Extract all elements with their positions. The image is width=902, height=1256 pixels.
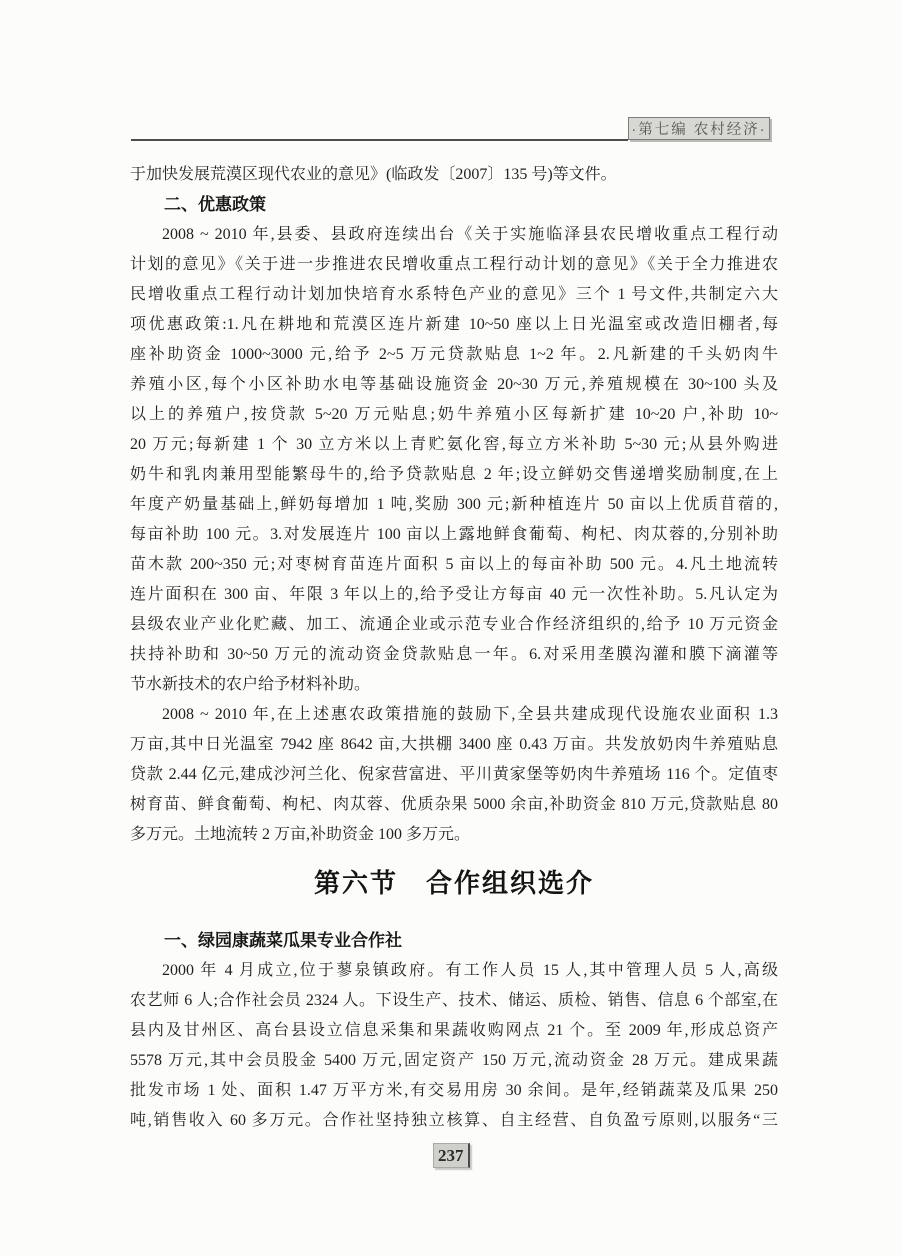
body-line: 养殖小区,每个小区补助水电等基础设施资金 20~30 万元,养殖规模在 30~100 头及	[130, 376, 778, 393]
body-line: 树育苗、鲜食葡萄、枸杞、肉苁蓉、优质杂果 5000 余亩,补助资金 810 万元,贷款贴息 80	[130, 796, 778, 813]
body-line: 5578 万元,其中会员股金 5400 万元,固定资产 150 万元,流动资金 28 万元。建成果蔬	[130, 1052, 778, 1069]
body-line: 2008 ~ 2010 年,在上述惠农政策措施的鼓励下,全县共建成现代设施农业面积 1.3	[162, 706, 778, 723]
body-line: 县级农业产业化贮藏、加工、流通企业或示范专业合作经济组织的,给予 10 万元资金	[130, 616, 778, 633]
body-line: 万亩,其中日光温室 7942 座 8642 亩,大拱棚 3400 座 0.43 万亩。共发放奶肉牛养殖贴息	[130, 736, 778, 753]
body-line: 县内及甘州区、高台县设立信息采集和果蔬收购网点 21 个。至 2009 年,形成总资产	[130, 1022, 778, 1039]
body-line: 奶牛和乳肉兼用型能繁母牛的,给予贷款贴息 2 年;设立鲜奶交售递增奖励制度,在上	[130, 466, 778, 483]
running-head-badge: ·第七编 农村经济·	[628, 117, 770, 140]
text-content	[130, 160, 778, 1136]
body-line: 2008 ~ 2010 年,县委、县政府连续出台《关于实施临泽县农民增收重点工程行动	[162, 226, 778, 243]
body-line: 项优惠政策:1.凡在耕地和荒漠区连片新建 10~50 座以上日光温室或改造旧棚者,每	[130, 316, 778, 333]
body-line: 20 万元;每新建 1 个 30 立方米以上青贮氨化窖,每立方米补助 5~30 元;从县外购进	[130, 436, 778, 453]
body-line: 计划的意见》《关于进一步推进农民增收重点工程行动计划的意见》《关于全力推进农	[130, 256, 778, 273]
page-number: 237	[433, 1143, 470, 1168]
subheading: 一、绿园康蔬菜瓜果专业合作社	[164, 931, 402, 950]
continuation-line: 于加快发展荒漠区现代农业的意见》(临政发〔2007〕135 号)等文件。	[130, 166, 617, 183]
body-line: 农艺师 6 人;合作社会员 2324 人。下设生产、技术、储运、质检、销售、信息 6 个部室,在	[130, 992, 778, 1009]
body-line: 批发市场 1 处、面积 1.47 万平方米,有交易用房 30 余间。是年,经销蔬菜及瓜果 250	[130, 1082, 778, 1099]
body-line: 扶持补助和 30~50 万元的流动资金贷款贴息一年。6.对采用垄膜沟灌和膜下滴灌等	[130, 646, 778, 663]
body-line: 多万元。土地流转 2 万亩,补助资金 100 多万元。	[130, 826, 471, 843]
body-line: 吨,销售收入 60 多万元。合作社坚持独立核算、自主经营、自负盈亏原则,以服务“三	[130, 1112, 778, 1129]
section-heading: 第六节 合作组织选介	[313, 868, 594, 898]
body-line: 座补助资金 1000~3000 元,给予 2~5 万元贷款贴息 1~2 年。2.凡新建的千头奶肉牛	[130, 346, 778, 363]
body-line: 2000 年 4 月成立,位于蓼泉镇政府。有工作人员 15 人,其中管理人员 5 人,高级	[162, 962, 778, 979]
body-line: 连片面积在 300 亩、年限 3 年以上的,给予受让方每亩 40 元一次性补助。5.凡认定为	[130, 586, 778, 603]
body-line: 以上的养殖户,按贷款 5~20 万元贴息;奶牛养殖小区每新扩建 10~20 户,补助 10~	[130, 406, 778, 423]
header-rule	[131, 139, 628, 141]
body-line: 节水新技术的农户给予材料补助。	[130, 676, 371, 693]
body-line: 年度产奶量基础上,鲜奶每增加 1 吨,奖励 300 元;新种植连片 50 亩以上优质苜蓿的,	[130, 496, 778, 513]
body-line: 民增收重点工程行动计划加快培育水系特色产业的意见》三个 1 号文件,共制定六大	[130, 286, 778, 303]
subheading: 二、优惠政策	[164, 195, 266, 214]
body-line: 每亩补助 100 元。3.对发展连片 100 亩以上露地鲜食葡萄、枸杞、肉苁蓉的,分别补助	[130, 526, 778, 543]
body-line: 苗木款 200~350 元;对枣树育苗连片面积 5 亩以上的每亩补助 500 元。4.凡土地流转	[130, 556, 778, 573]
body-line: 贷款 2.44 亿元,建成沙河兰化、倪家营富进、平川黄家堡等奶肉牛养殖场 116 个。定值枣	[130, 766, 778, 783]
